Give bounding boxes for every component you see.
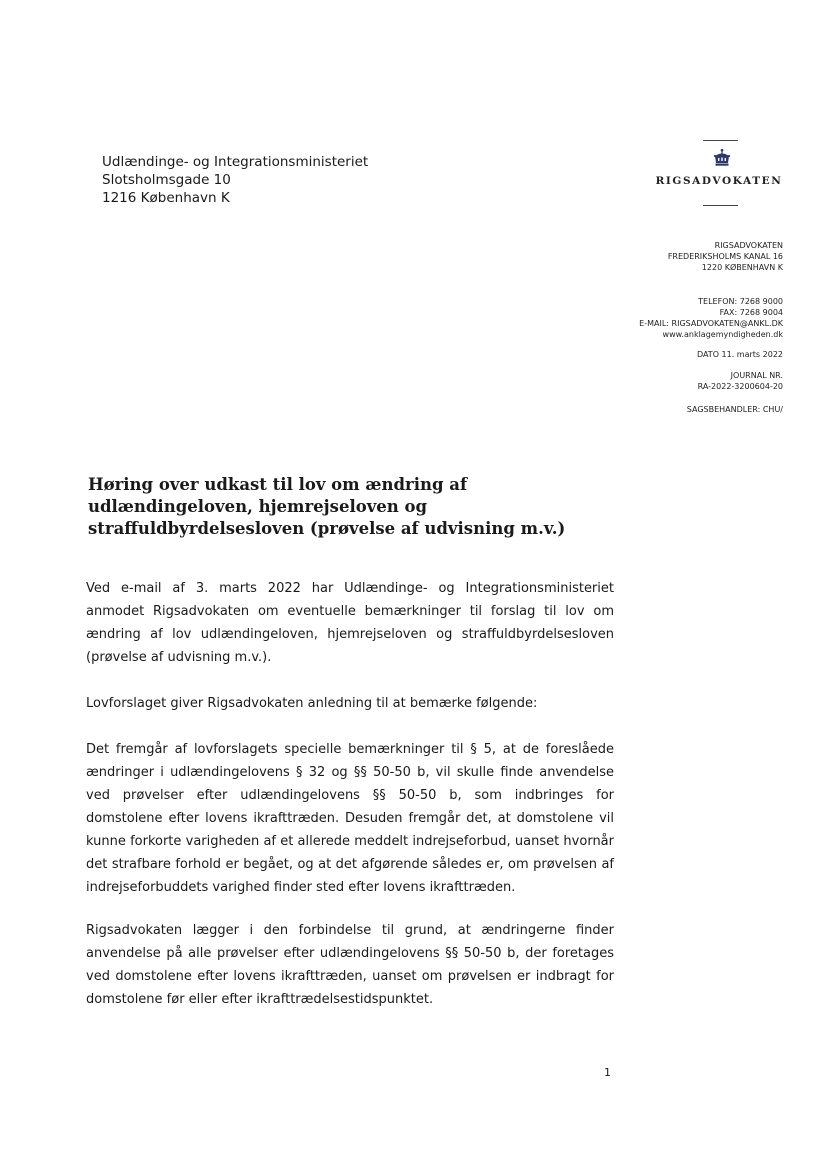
logo [648, 138, 790, 210]
recipient-street: Slotsholmsgade 10 [102, 172, 231, 188]
letter-date [697, 349, 783, 360]
case-handler [687, 404, 783, 415]
paragraph-3: Det fremgår af lovforslagets specielle bemærkninger til § 5, at de foreslåede ændringer i udlændingelovens § 32 og §§ 50-50 b, vil skulle finde anvendelse ved prøvelser efter udlændingelovens §§ 50-50 b, som indbringes for domstolene efter lovens ikrafttræden. Desuden fremgår det, at domstolene vil kunne forkorte varigheden af et allerede meddelt indrejseforbud, uanset hvornår det strafbare forhold er begået, og at det afgørende således er, om prøvelsen af indrejseforbuddets varighed finder sted efter lovens ikrafttræden. [86, 742, 614, 895]
crown-icon [712, 148, 732, 168]
sender-email: E-MAIL: RIGSADVOKATEN@ANKL.DK [639, 319, 783, 328]
case-handler-text: SAGSBEHANDLER: CHU/ [686, 405, 783, 414]
recipient-name: Udlændinge- og Integrationsministeriet [102, 154, 369, 170]
sender-street: FREDERIKSHOLMS KANAL 16 [667, 252, 783, 261]
journal-label: JOURNAL NR. [730, 371, 783, 380]
journal-number [698, 370, 783, 392]
paragraph-4: Rigsadvokaten lægger i den forbindelse til grund, at ændringerne finder anvendelse på alle prøvelser efter udlændingelovens §§ 50-50 b, der foretages ved domstolene efter lovens ikrafttræden, uanset om prøvelsen er indbragt for domstolene før eller efter ikrafttrædelsestidspunktet. [86, 923, 614, 1007]
logo-top-rule [703, 140, 738, 141]
paragraph-2: Lovforslaget giver Rigsadvokaten anledning til at bemærke følgende: [86, 696, 538, 711]
sender-contact [639, 296, 783, 340]
journal-value: RA-2022-3200604-20 [697, 382, 783, 391]
sender-name: RIGSADVOKATEN [714, 241, 783, 250]
sender-city: 1220 KØBENHAVN K [701, 263, 783, 272]
logo-wordmark: RIGSADVOKATEN [655, 175, 783, 187]
recipient-address [102, 153, 368, 207]
date-text: DATO 11. marts 2022 [696, 350, 783, 359]
page-number: 1 [604, 1066, 611, 1079]
paragraph-1: Ved e-mail af 3. marts 2022 har Udlændinge- og Integrationsministeriet anmodet Rigsadvokaten om eventuelle bemærkninger til forslag til lov om ændring af lov udlændingeloven, hjemrejseloven og straffuldbyrdelsesloven (prøvelse af udvisning m.v.). [86, 581, 614, 665]
sender-website: www.anklagemyndigheden.dk [662, 330, 783, 339]
sender-fax: FAX: 7268 9004 [719, 308, 783, 317]
logo-bottom-rule [703, 205, 738, 206]
sender-phone: TELEFON: 7268 9000 [698, 297, 783, 306]
recipient-city: 1216 København K [102, 190, 230, 206]
letter-title: Høring over udkast til lov om ændring af udlændingeloven, hjemrejseloven og straffuldbyrdelsesloven (prøvelse af udvisning m.v.) [88, 475, 566, 538]
sender-address [668, 240, 783, 273]
